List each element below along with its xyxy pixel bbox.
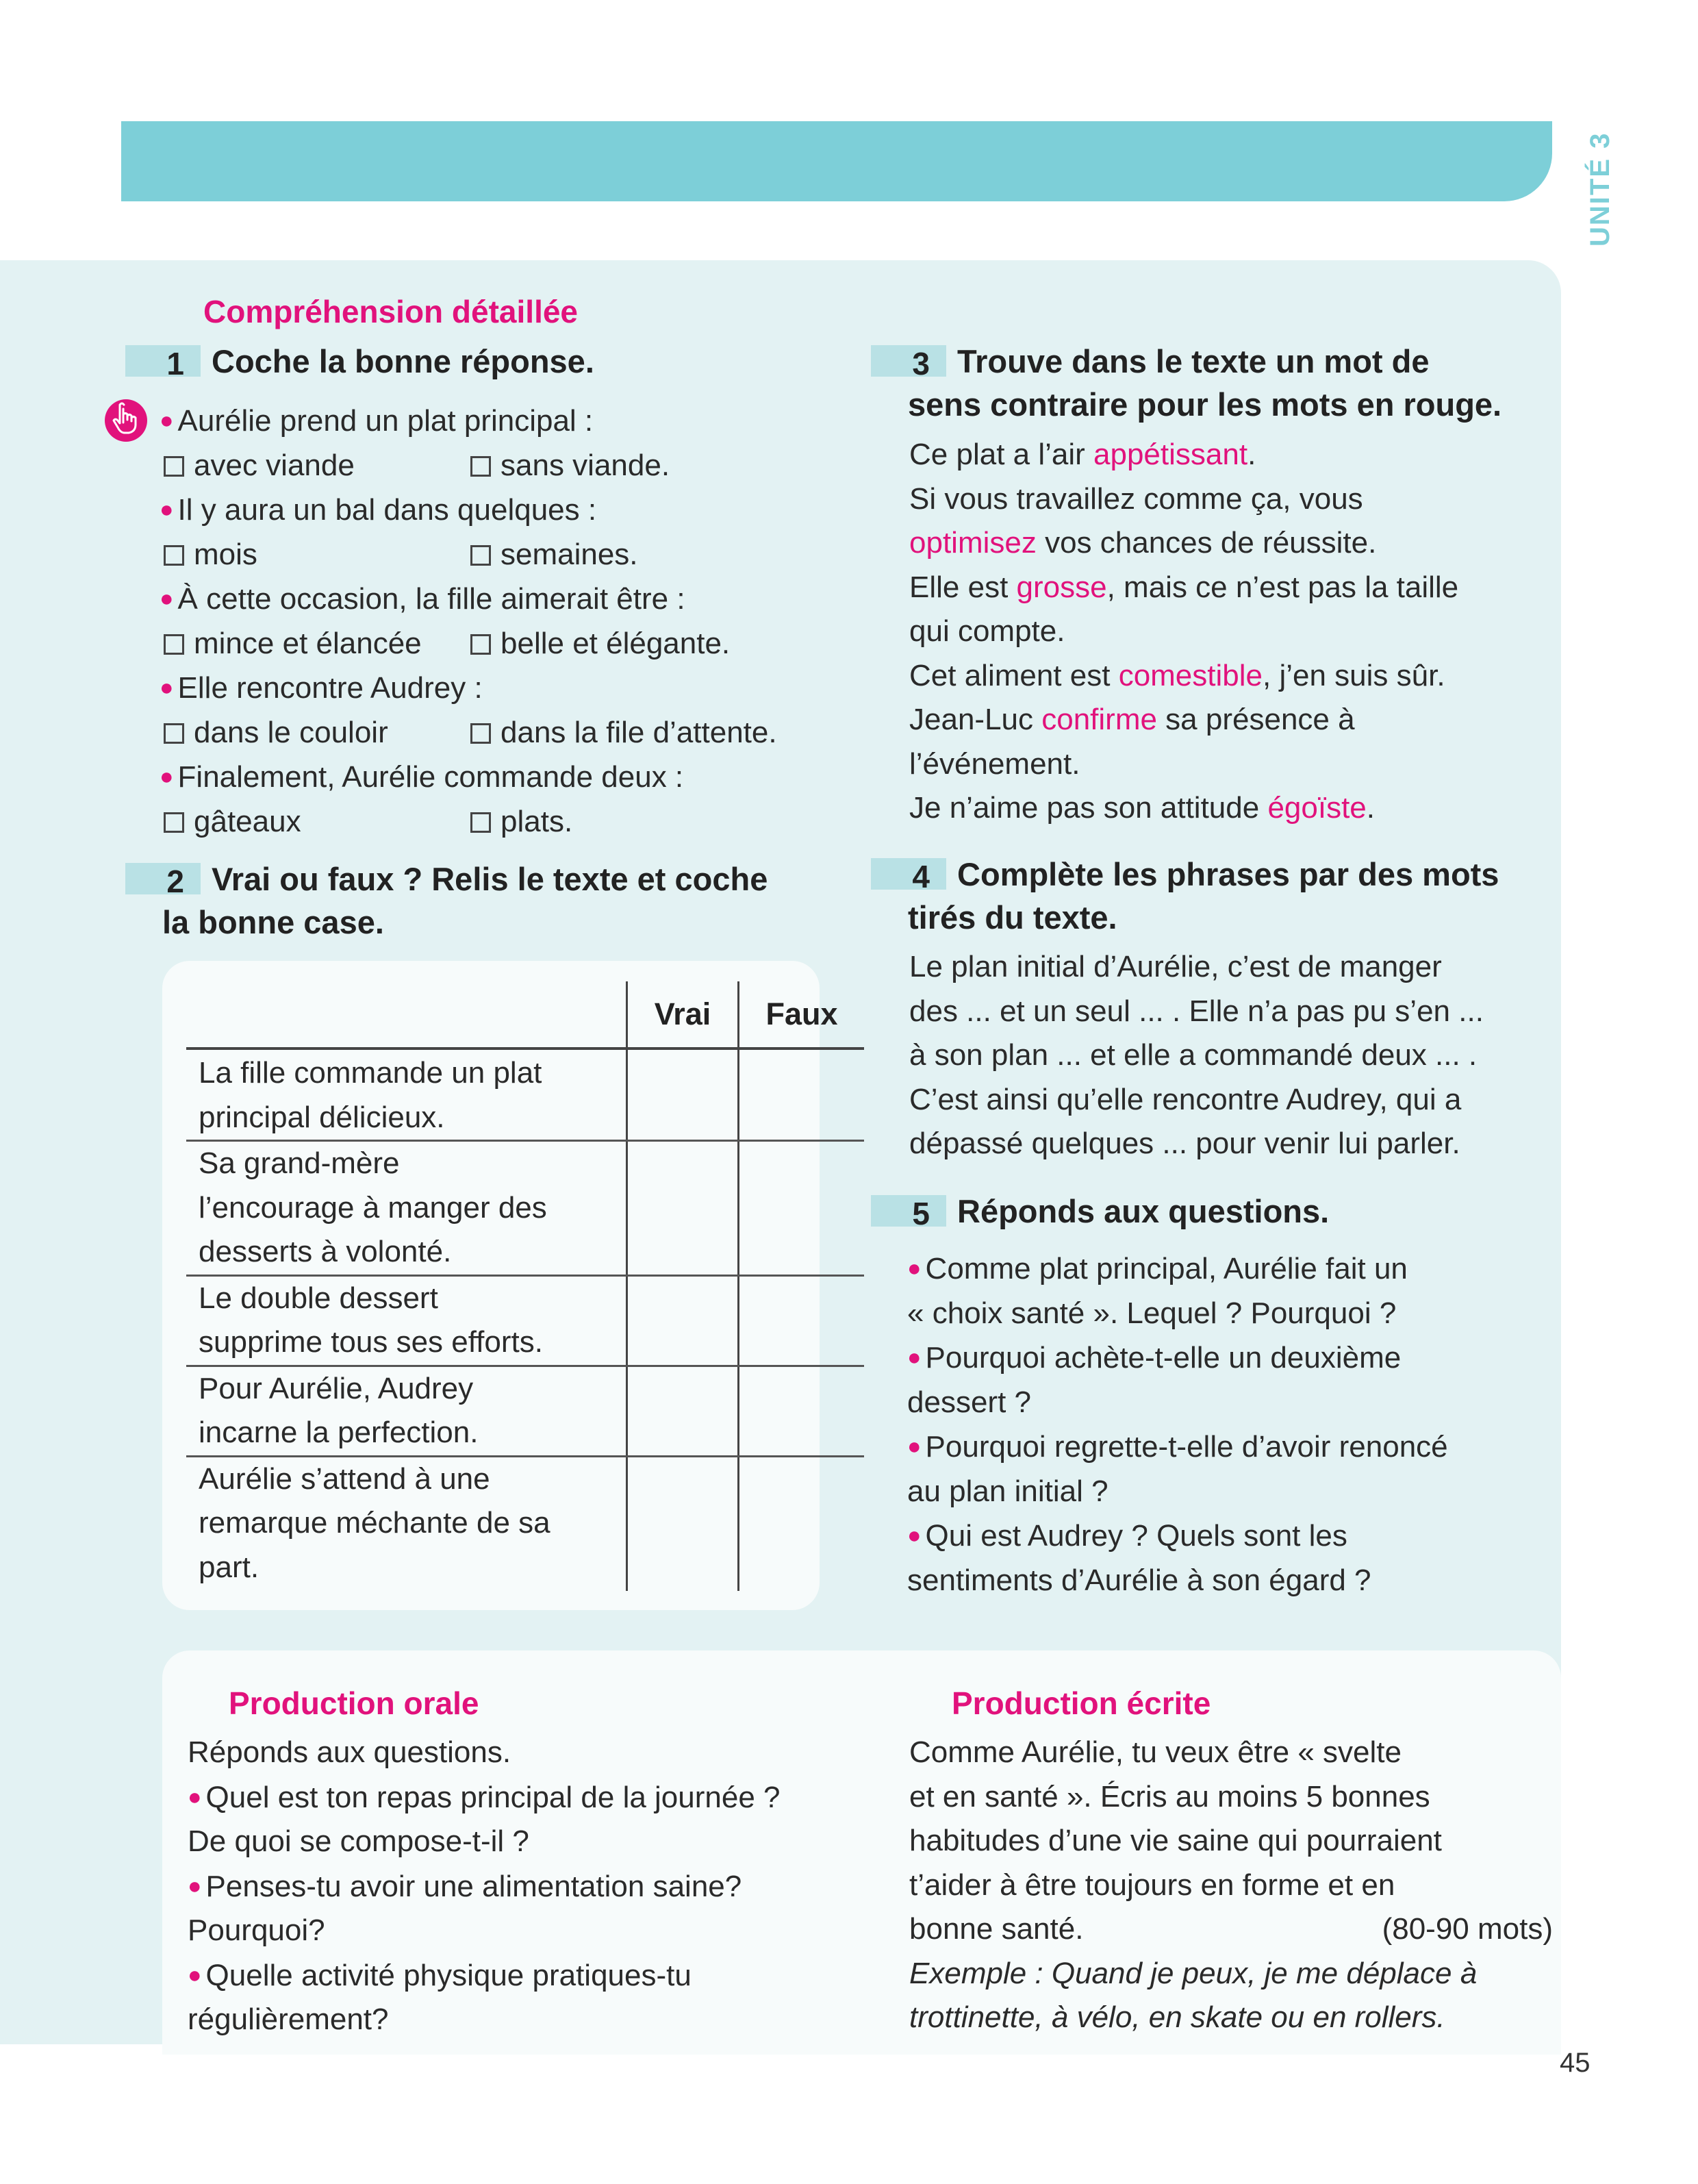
ex1-question: ● Finalement, Aurélie commande deux : [160, 760, 684, 794]
ex4-number-bar [871, 858, 946, 894]
oral-questions [188, 1731, 845, 2042]
text-line: à son plan ... et elle a commandé deux ... . [909, 1038, 1478, 1072]
checkbox-icon[interactable] [164, 545, 184, 566]
list-item: ● Comme plat principal, Aurélie fait un [907, 1252, 1408, 1285]
faux-cell[interactable] [739, 1456, 865, 1591]
ex1-options [160, 444, 844, 488]
ex1-options [160, 800, 844, 844]
sentence: l’événement. [909, 746, 1080, 781]
sentence: optimisez vos chances de réussite. [909, 526, 1377, 560]
ex1-title: Coche la bonne réponse. [212, 343, 594, 379]
ex2-number-bar [125, 863, 201, 899]
table-row [186, 1275, 864, 1366]
ex5-title: Réponds aux questions. [957, 1193, 1330, 1229]
ex4-heading [871, 853, 1556, 939]
vrai-cell[interactable] [627, 1456, 739, 1591]
checkbox-icon[interactable] [164, 723, 184, 744]
vrai-cell[interactable] [627, 1049, 739, 1141]
list-item: ● Quel est ton repas principal de la journée ? [188, 1780, 781, 1814]
checkbox-icon[interactable] [164, 634, 184, 655]
list-item-cont: Pourquoi? [188, 1913, 325, 1947]
oral-intro: Réponds aux questions. [188, 1735, 511, 1769]
text-line: des ... et un seul ... . Elle n’a pas pu s’en ... [909, 994, 1484, 1028]
list-item: ● Pourquoi achète-t-elle un deuxième [907, 1341, 1402, 1375]
hand-pointer-icon [105, 399, 147, 442]
option-a[interactable]: mince et élancée [164, 622, 422, 666]
ex3-number-bar [871, 345, 946, 381]
sentence: Je n’aime pas son attitude égoïste. [909, 791, 1376, 825]
ex4-text [909, 945, 1553, 1166]
section-title: Compréhension détaillée [203, 294, 579, 329]
unit-label: UNITÉ 3 [1585, 131, 1615, 247]
last-line: bonne santé. [909, 1912, 1084, 1946]
ex3-title-line1: Trouve dans le texte un mot de [957, 343, 1430, 379]
checkbox-icon[interactable] [470, 723, 491, 744]
option-a[interactable]: avec viande [164, 444, 355, 488]
faux-cell[interactable] [739, 1049, 865, 1141]
ex1-heading [125, 340, 594, 383]
checkbox-icon[interactable] [164, 456, 184, 477]
ex1-question: ● Il y aura un bal dans quelques : [160, 493, 597, 527]
sentence: Ce plat a l’air appétissant. [909, 438, 1256, 471]
table-row [186, 1456, 864, 1591]
text-line: dépassé quelques ... pour venir lui parler. [909, 1127, 1460, 1160]
statement: Sa grand-mère l’encourage à manger des desserts à volonté. [186, 1141, 627, 1276]
ex2-number: 2 [166, 864, 184, 899]
ex4-title-line2: tirés du texte. [908, 899, 1117, 936]
faux-cell[interactable] [739, 1275, 865, 1366]
list-item: ● Pourquoi regrette-t-elle d’avoir renoncé [907, 1430, 1448, 1464]
checkbox-icon[interactable] [470, 812, 491, 833]
ex4-title-line1: Complète les phrases par des mots [957, 856, 1499, 892]
faux-cell[interactable] [739, 1366, 865, 1456]
option-b[interactable]: semaines. [470, 533, 638, 577]
vrai-cell[interactable] [627, 1141, 739, 1276]
list-item: ● Qui est Audrey ? Quels sont les [907, 1519, 1347, 1553]
written-instructions [909, 1731, 1553, 2040]
sentence: qui compte. [909, 614, 1065, 648]
sentence: Si vous travaillez comme ça, vous [909, 481, 1363, 516]
ex1-options [160, 622, 844, 666]
text-line: habitudes d’une vie saine qui pourraient [909, 1824, 1442, 1857]
list-item-cont: dessert ? [907, 1385, 1031, 1419]
oral-title: Production orale [229, 1685, 479, 1721]
checkbox-icon[interactable] [470, 545, 491, 566]
unit-tab [1544, 116, 1640, 253]
ex3-title-line2: sens contraire pour les mots en rouge. [908, 386, 1502, 423]
ex1-list [160, 399, 844, 844]
col-vrai: Vrai [627, 981, 739, 1049]
ex2-title-line2: la bonne case. [162, 904, 384, 940]
table-row [186, 1049, 864, 1141]
option-a[interactable]: gâteaux [164, 800, 301, 844]
text-line [909, 1907, 1553, 1952]
word-count: (80-90 mots) [1382, 1912, 1553, 1946]
ex3-heading [871, 340, 1556, 426]
ex1-options [160, 533, 844, 577]
ex5-heading [871, 1190, 1329, 1233]
sentence: Elle est grosse, mais ce n’est pas la taille [909, 570, 1459, 604]
statement: Pour Aurélie, Audrey incarne la perfection. [186, 1366, 627, 1456]
checkbox-icon[interactable] [470, 634, 491, 655]
ex5-number-bar [871, 1195, 946, 1231]
option-b[interactable]: sans viande. [470, 444, 670, 488]
statement: La fille commande un plat principal délicieux. [186, 1049, 627, 1141]
text-line: t’aider à être toujours en forme et en [909, 1868, 1395, 1902]
ex1-number: 1 [166, 346, 184, 381]
sentence: Jean-Luc confirme sa présence à [909, 703, 1355, 736]
vrai-cell[interactable] [627, 1366, 739, 1456]
example-line: Exemple : Quand je peux, je me déplace à [909, 1956, 1478, 1990]
faux-cell[interactable] [739, 1141, 865, 1276]
statement: Le double dessert supprime tous ses efforts. [186, 1275, 627, 1366]
option-a[interactable]: mois [164, 533, 257, 577]
header-band [121, 121, 1552, 201]
sentence: Cet aliment est comestible, j’en suis sûr. [909, 658, 1445, 692]
text-line: et en santé ». Écris au moins 5 bonnes [909, 1779, 1430, 1813]
table-header-blank [186, 981, 627, 1049]
text-line: Comme Aurélie, tu veux être « svelte [909, 1735, 1402, 1769]
ex2-heading [125, 857, 837, 944]
list-item-cont: « choix santé ». Lequel ? Pourquoi ? [907, 1296, 1397, 1330]
ex1-question: ● Aurélie prend un plat principal : [160, 404, 594, 438]
table-row [186, 1141, 864, 1276]
ex2-title-line1: Vrai ou faux ? Relis le texte et coche [212, 861, 768, 897]
vrai-cell[interactable] [627, 1275, 739, 1366]
option-b[interactable]: belle et élégante. [470, 622, 730, 666]
text-line: C’est ainsi qu’elle rencontre Audrey, qui a [909, 1082, 1462, 1116]
list-item: ● Quelle activité physique pratiques-tu [188, 1958, 692, 1992]
list-item-cont: De quoi se compose-t-il ? [188, 1824, 529, 1858]
example-line: trottinette, à vélo, en skate ou en rollers. [909, 2000, 1445, 2034]
ex1-number-bar [125, 345, 201, 381]
checkbox-icon[interactable] [164, 812, 184, 833]
option-b[interactable]: dans la file d’attente. [470, 711, 777, 755]
checkbox-icon[interactable] [470, 456, 491, 477]
list-item: ● Penses-tu avoir une alimentation saine? [188, 1869, 742, 1903]
ex3-sentences [909, 433, 1553, 831]
list-item-cont: sentiments d’Aurélie à son égard ? [907, 1563, 1371, 1597]
ex1-options [160, 711, 844, 755]
statement: Aurélie s’attend à une remarque méchante de sa part. [199, 1461, 550, 1584]
list-item-cont: régulièrement? [188, 2003, 389, 2036]
col-faux: Faux [739, 981, 865, 1049]
option-a[interactable]: dans le couloir [164, 711, 388, 755]
ex5-questions [907, 1246, 1558, 1603]
ex3-number: 3 [912, 346, 930, 381]
true-false-table [186, 981, 864, 1591]
ex1-question: ● Elle rencontre Audrey : [160, 671, 483, 705]
text-line: Le plan initial d’Aurélie, c’est de manger [909, 950, 1442, 983]
ex5-number: 5 [912, 1196, 930, 1231]
written-title: Production écrite [952, 1685, 1211, 1721]
option-b[interactable]: plats. [470, 800, 572, 844]
ex1-question: ● À cette occasion, la fille aimerait être : [160, 582, 685, 616]
list-item-cont: au plan initial ? [907, 1474, 1108, 1508]
ex4-number: 4 [912, 859, 930, 894]
table-row [186, 1366, 864, 1456]
page-number: 45 [1560, 2048, 1591, 2078]
